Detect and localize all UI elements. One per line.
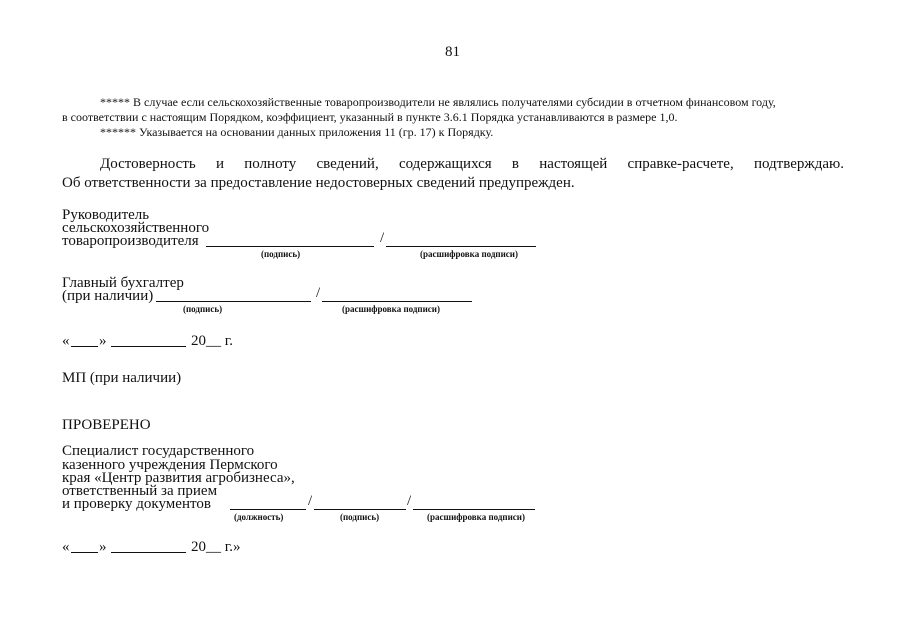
verified-position-line [230,509,306,510]
head-signature-caption: (подпись) [261,249,301,259]
head-label-line-3: товаропроизводителя [62,233,199,249]
date-1-month-line [111,346,186,347]
date-2-day-line [71,552,98,553]
accountant-decode-line [322,301,472,302]
date-2-year: 20__ г.» [191,539,241,555]
date-2-open-quote: « [62,539,70,555]
accountant-label-line-1: Главный бухгалтер [62,275,184,291]
confirmation-line-2: Об ответственности за предоставление недостоверных сведений предупрежден. [62,175,575,191]
page-number: 81 [445,44,460,60]
stamp-label: МП (при наличии) [62,370,182,386]
verified-label-line-1: Специалист государственного [62,443,255,459]
verified-label-line-3: края «Центр развития агробизнеса», [62,470,295,486]
date-1-open-quote: « [62,333,70,349]
accountant-signature-caption: (подпись) [183,304,223,314]
footnote-6: ****** Указывается на основании данных приложения 11 (гр. 17) к Порядку. [100,125,494,139]
date-2-close-quote: » [99,539,107,555]
verified-title: ПРОВЕРЕНО [62,417,151,433]
head-decode-line [386,246,536,247]
head-decode-caption: (расшифровка подписи) [420,249,518,259]
accountant-slash: / [316,285,321,301]
verified-signature-caption: (подпись) [340,512,380,522]
accountant-signature-line [156,301,311,302]
footnote-5-line-1: ***** В случае если сельскохозяйственные товаропроизводители не являлись получателями субсидии в отчетном финансовом году, [100,95,776,109]
verified-decode-caption: (расшифровка подписи) [427,512,525,522]
date-1-year: 20__ г. [191,333,233,349]
footnote-5-line-2: в соответствии с настоящим Порядком, коэффициент, указанный в пункте 3.6.1 Порядка устанавливаются в размере 1,0. [62,110,678,124]
date-1-day-line [71,346,98,347]
verified-slash-2: / [407,493,412,509]
date-1-close-quote: » [99,333,107,349]
date-2-month-line [111,552,186,553]
head-slash: / [380,230,385,246]
head-label-line-1: Руководитель [62,207,150,223]
confirmation-line-1: Достоверность и полноту сведений, содержащихся в настоящей справке-расчете, подтверждаю. [100,156,844,172]
verified-label-line-5: и проверку документов [62,496,211,512]
accountant-decode-caption: (расшифровка подписи) [342,304,440,314]
verified-decode-line [413,509,535,510]
verified-position-caption: (должность) [234,512,284,522]
accountant-label-line-2: (при наличии) [62,288,154,304]
verified-slash-1: / [308,493,313,509]
head-label-line-2: сельскохозяйственного [62,220,210,236]
verified-label-line-4: ответственный за прием [62,483,218,499]
head-signature-line [206,246,374,247]
verified-signature-line [314,509,406,510]
verified-label-line-2: казенного учреждения Пермского [62,457,278,473]
